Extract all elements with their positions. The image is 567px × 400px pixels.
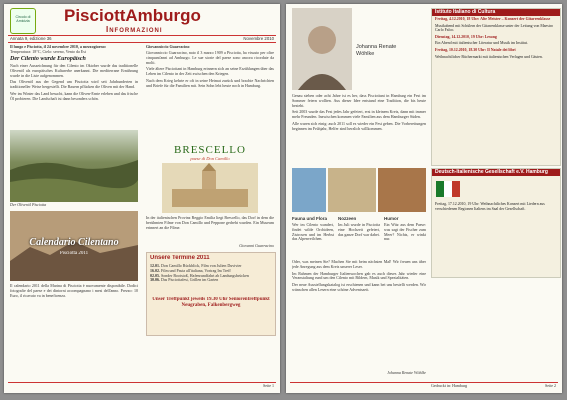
text-humor: Ein Witz aus dem Paese: was sagt der Fischer zum Meer? Nichts, er winkt nur. <box>384 223 426 242</box>
iic-title: Istituto Italiano di Cultura <box>432 9 560 16</box>
issue-number: Annata 9, edizione 36 <box>10 36 52 41</box>
article-heading: Der Cilento wurde Europäisch <box>10 56 86 62</box>
label-fauna: Fauna und Flora <box>292 216 328 221</box>
beach-photo <box>292 168 326 212</box>
brescello-author: Giovanni Guarracino <box>239 244 274 248</box>
author-name: Johanna Renate Wöhlke <box>356 44 397 57</box>
dig-box <box>431 168 561 278</box>
olive-oil-photo <box>10 130 138 202</box>
page-number-2: Seite 2 <box>545 384 556 388</box>
food-photo <box>378 168 426 212</box>
newsletter-page-1 <box>4 4 280 393</box>
newsletter-title: PisciottAmburgo <box>64 6 201 25</box>
signature: Johanna Renate Wöhlke <box>387 371 426 375</box>
brescello-photo <box>162 163 258 213</box>
dig-text: Freitag, 17.12.2010, 19 Uhr: Weihnachtliches Konzert mit Liedern aus verschiedenen Regionen Italiens im Saal der Gesellschaft. <box>435 202 545 211</box>
newsletter-subtitle: Informazioni <box>106 25 163 34</box>
iic-event: Freitag, 4.12.2010, 18 Uhr: Alte Meister – Konzert der Gitarrenklasse Musikabend mit Schülern der Gitarrenklasse unter der Leitung von Maestro Carlo Falco. <box>435 17 554 33</box>
newsletter-page-2 <box>286 4 562 393</box>
article-text: Nach einer Auszeichnung für den Cilento im Oktober wurde das traditionelle Olivenöl als europäisches Kulturerbe anerkannt. Die mediterrane Ernährung wurde in die Liste aufgenommen. Das Olivenöl aus der Gegend um Pisciotta wird seit Jahrhunderten in traditioneller Weise hergestellt. Die Bauern pflücken die Oliven mit der Hand. Wer im Winter das Land besucht, kann die Oliven-Ernte erleben und das frische Öl probieren. Die Landschaft ist dann besonders schön. <box>10 64 138 101</box>
author-portrait <box>292 8 352 90</box>
text-nozzeen: Im Juli wurde in Pisciotta eine Hochzeit gefeiert, das ganze Dorf war dabei. <box>338 223 380 237</box>
calendar-cover: Calendario Cilentano Pisciotta 2011 <box>10 211 138 281</box>
church-icon <box>162 163 258 213</box>
iic-event: Freitag, 10.12.2010, 18.30 Uhr: Il Natale dei libri Weihnachtlicher Büchermarkt mit italienischen Verlagen und Gästen. <box>435 47 543 59</box>
events-list <box>150 264 272 283</box>
dig-logo <box>436 181 460 197</box>
event-row: 12.01. Don Camillo Rückblick, Film von Julien Duvivier <box>150 264 242 268</box>
main-article: Genau sieben oder acht Jahre ist es her, dass Pisciottani in Hamburg ein Fest im Sommer feiern wollten. Aus dieser Idee entstand eine Tradition, die bis heute besteht. Seit 2003 wurde das Fest jedes Jahr gefeiert, erst in kleinem Kreis, dann mit immer mehr Freunden. Inzwischen kommen viele Familien aus dem Hamburger Süden. Alle waren sich einig: auch 2011 soll es wieder ein Fest geben. Die Vorbereitungen beginnen im Frühjahr, Helfer sind herzlich willkommen. <box>292 94 426 131</box>
col2-text: Giovanniccio Guarracino, nato il 3 marzo 1909 a Pisciotta, ha vissuto per oltre cinquant'anni ad Amburgo. Le sue storie del paese sono ancora ricordate da molti. Viele ältere Pisciottani in Hamburg erinnern sich an seine Erzählungen über das Leben im Cilento in der Zeit zwischen den Kriegen. Nach dem Krieg kehrte er oft in seine Heimat zurück und brachte Nachrichten und Briefe für die Familien mit. Sein Sohn lebt heute noch in Hamburg. <box>146 51 274 88</box>
events-footer: Unser Treffpunkt jeweils 19.30 Uhr Seniorentreffpunkt Neugraben, Falkenbergweg <box>152 297 270 308</box>
page-number-1: Seite 1 <box>263 384 274 388</box>
event-row: 02.05. Sonder Bootstoß, Hafenrundfahrt ab Landungsbrücken <box>150 272 249 278</box>
events-title: Unsere Termine 2011 <box>150 255 210 261</box>
circolo-logo: Circolo di Amicizia <box>10 8 36 34</box>
event-row: 16.02. Film und Pasta all'italiana, Vortrag Im Treff <box>150 267 231 273</box>
brescello-caption: paese di Don Camillo <box>190 156 230 161</box>
photo-caption: Der Olivenöl Pisciotta <box>10 203 47 207</box>
iic-box <box>431 8 561 166</box>
event-row: 30.06. Das Pisciottafest, Grillen im Garten <box>150 277 219 283</box>
label-nozzeen: Nozzeen <box>338 216 357 221</box>
weather-heading: Il lungo e Pisciotta, il 24 novembre 2010, a mezzogiorno: <box>10 45 107 49</box>
weather-meta: Temperatura: 18°C, Cielo: sereno, Vento da Est <box>10 50 86 54</box>
coast-landscape-icon <box>10 130 138 202</box>
col2-author: Giovanniccio Guarracino <box>146 45 190 49</box>
portrait-icon <box>292 8 352 90</box>
print-location: Gedruckt in: Hamburg <box>431 384 468 388</box>
text-fauna: Wer im Cilento wandert, findet wilde Orchideen, Zistrosen und im Herbst das Alpenveilchen. <box>292 223 334 242</box>
brescello-text: In der italienischen Provinz Reggio Emilia liegt Brescello, das Dorf in dem die berühmten Filme von Don Camillo und Peppone gedreht wurden. Ein Museum erinnert an die Filme. <box>146 216 274 230</box>
calendar-text: Il calendario 2011 della Marina di Pisciotta è nuovamente disponibile. Dodici fotografie del paese e dei dintorni accompagnano i mesi dell'anno. Prezzo: 10 Euro, il ricavato va in beneficenza. <box>10 284 138 298</box>
events-box <box>146 252 276 336</box>
dig-title: Deutsch-Italienische Gesellschaft e.V. Hamburg <box>432 169 560 176</box>
issue-date: Novembre 2010 <box>243 36 274 41</box>
lower-article: Oder, was meinen Sie? Machen Sie mit beim nächsten Mal! Wir freuen uns über jede Anregung aus dem Kreis unserer Leser. Im Rahmen der Hamburger Italienwochen gab es auch dieses Jahr wieder eine Veranstaltung rund um den Cilento mit Bildern, Musik und Spezialitäten. Der neue Ausstellungskatalog ist erschienen und kann bei uns bestellt werden. Wir wünschen allen Lesern eine schöne Adventszeit. <box>292 260 426 292</box>
village-photo <box>328 168 376 212</box>
label-humor: Humor <box>384 216 399 221</box>
brescello-title: BRESCELLO <box>174 144 246 156</box>
iic-event: Dienstag, 14.12.2010, 19 Uhr: Lesung Ein Abend mit italienischer Literatur und Musik im Institut. <box>435 34 529 46</box>
